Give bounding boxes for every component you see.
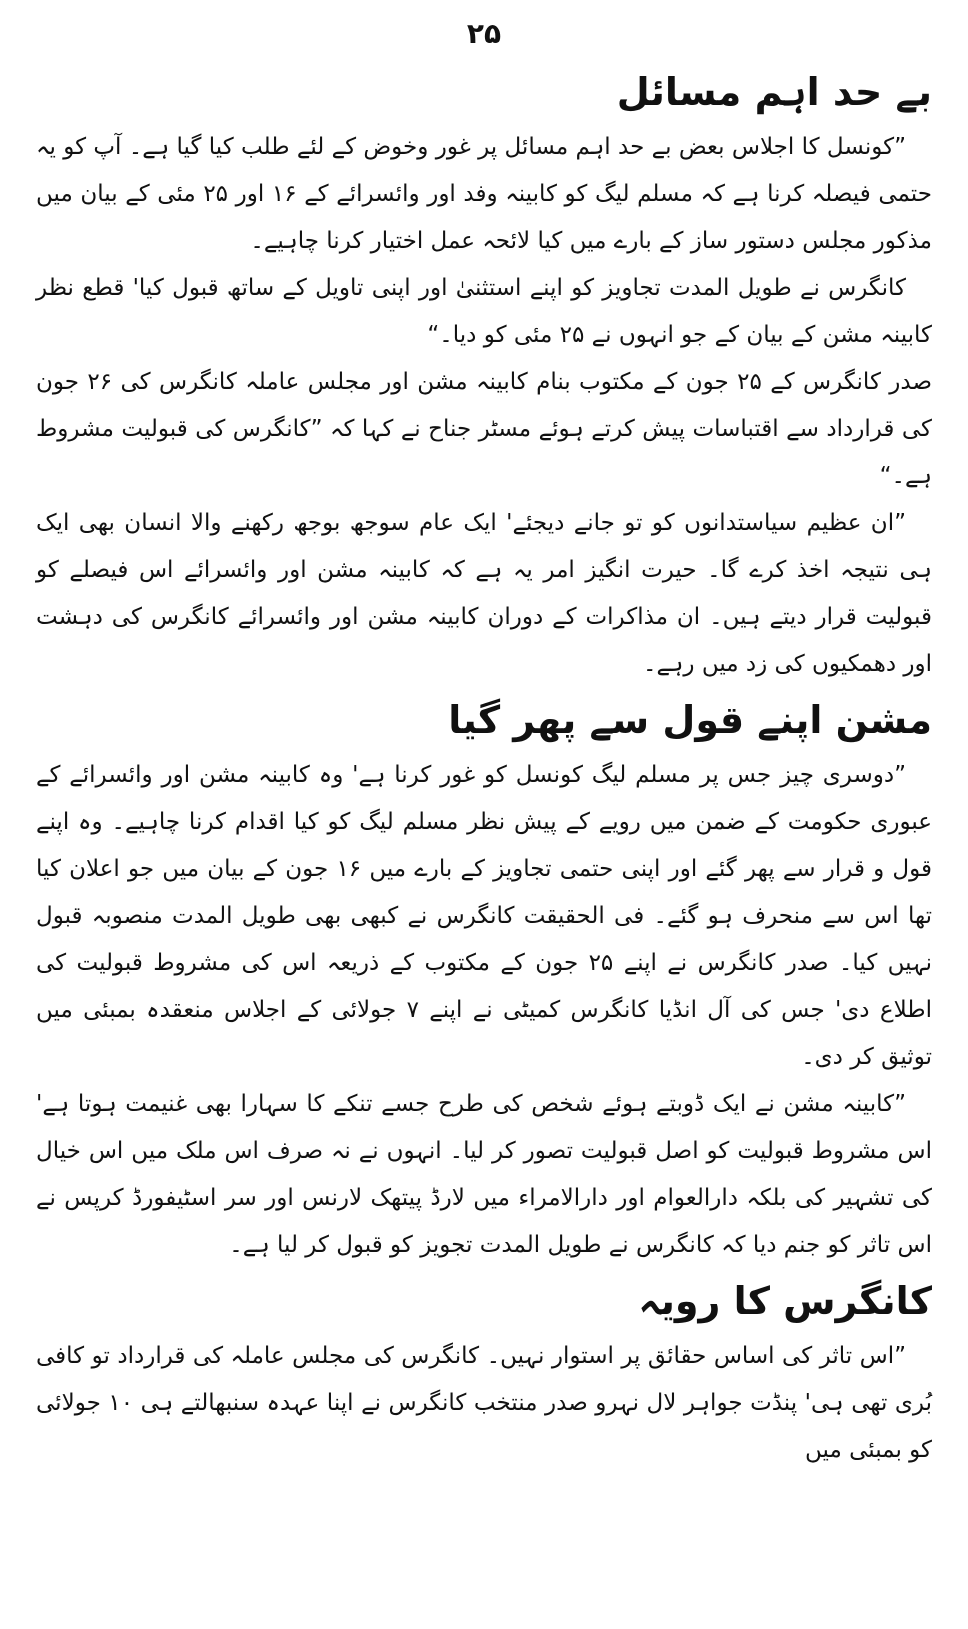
section-mission-reneged [36,688,932,1269]
paragraph: ”کونسل کا اجلاس بعض بے حد اہم مسائل پر غور وخوض کے لئے طلب کیا گیا ہے۔ آپ کو یہ حتمی فیصلہ کرنا ہے کہ مسلم لیگ کو کابینہ وفد اور وائسرائے کے ۱۶ اور ۲۵ مئی کے بیان میں مذکور مجلس دستور ساز کے بارے میں کیا لائحہ عمل اختیار کرنا چاہیے۔ [36,134,932,254]
paragraph: ”اس تاثر کی اساس حقائق پر استوار نہیں۔ کانگرس کی مجلس عاملہ کی قرارداد تو کافی بُری تھی ہی' پنڈت جواہر لال نہرو صدر منتخب کانگرس نے اپنا عہدہ سنبھالتے ہی ۱۰ جولائی کو بمبئی میں [36,1343,933,1463]
section-important-issues [36,60,932,688]
section-congress-attitude [36,1269,932,1474]
section-heading: بے حد اہم مسائل [616,70,932,114]
paragraph: کانگرس نے طویل المدت تجاویز کو اپنے استثنیٰ اور اپنی تاویل کے ساتھ قبول کیا' قطع نظر کابینہ مشن کے بیان کے جو انہوں نے ۲۵ مئی کو دیا۔“ [36,275,932,348]
paragraph: ”دوسری چیز جس پر مسلم لیگ کونسل کو غور کرنا ہے' وہ کابینہ مشن اور وائسرائے کے عبوری حکومت کے ضمن میں رویے کے پیش نظر مسلم لیگ کو کیا اقدام کرنا چاہیے۔ وہ اپنے قول و قرار سے پھر گئے اور اپنی حتمی تجاویز کے بارے میں ۱۶ جون کے بیان میں جو اعلان کیا تھا اس سے منحرف ہو گئے۔ فی الحقیقت کانگرس نے کبھی بھی طویل المدت منصوبہ قبول نہیں کیا۔ صدر کانگرس نے اپنے ۲۵ جون کے مکتوب کے ذریعہ اس کی مشروط قبولیت کی اطلاع دی' جس کی آل انڈیا کانگرس کمیٹی نے اپنے ۷ جولائی کے اجلاس منعقدہ بمبئی میں توثیق کر دی۔ [36,762,932,1070]
paragraph: ”کابینہ مشن نے ایک ڈوبتے ہوئے شخص کی طرح جسے تنکے کا سہارا بھی غنیمت ہوتا ہے' اس مشروط قبولیت کو اصل قبولیت تصور کر لیا۔ انہوں نے نہ صرف اس ملک میں اس خیال کی تشہیر کی بلکہ دارالعوام اور دارالامراء میں لارڈ پیتھک لارنس اور سر اسٹیفورڈ کرپس نے اس تاثر کو جنم دیا کہ کانگرس نے طویل المدت تجویز کو قبول کر لیا ہے۔ [36,1091,932,1258]
paragraph: ”ان عظیم سیاستدانوں کو تو جانے دیجئے' ایک عام سوجھ بوجھ رکھنے والا انسان بھی ایک ہی نتیجہ اخذ کرے گا۔ حیرت انگیز امر یہ ہے کہ کابینہ مشن اور وائسرائے اس فیصلے کو قبولیت قرار دیتے ہیں۔ ان مذاکرات کے دوران کابینہ مشن اور وائسرائے کانگرس کی دہشت اور دھمکیوں کی زد میں رہے۔ [36,510,932,677]
section-heading: مشن اپنے قول سے پھر گیا [448,698,932,742]
paragraph: صدر کانگرس کے ۲۵ جون کے مکتوب بنام کابینہ مشن اور مجلس عاملہ کانگرس کی ۲۶ جون کی قرارداد سے اقتباسات پیش کرتے ہوئے مسٹر جناح نے کہا کہ ”کانگرس کی قبولیت مشروط ہے۔“ [36,369,932,489]
section-heading: کانگرس کا رویہ [638,1279,932,1323]
page-number: ۲۵ [466,17,502,50]
